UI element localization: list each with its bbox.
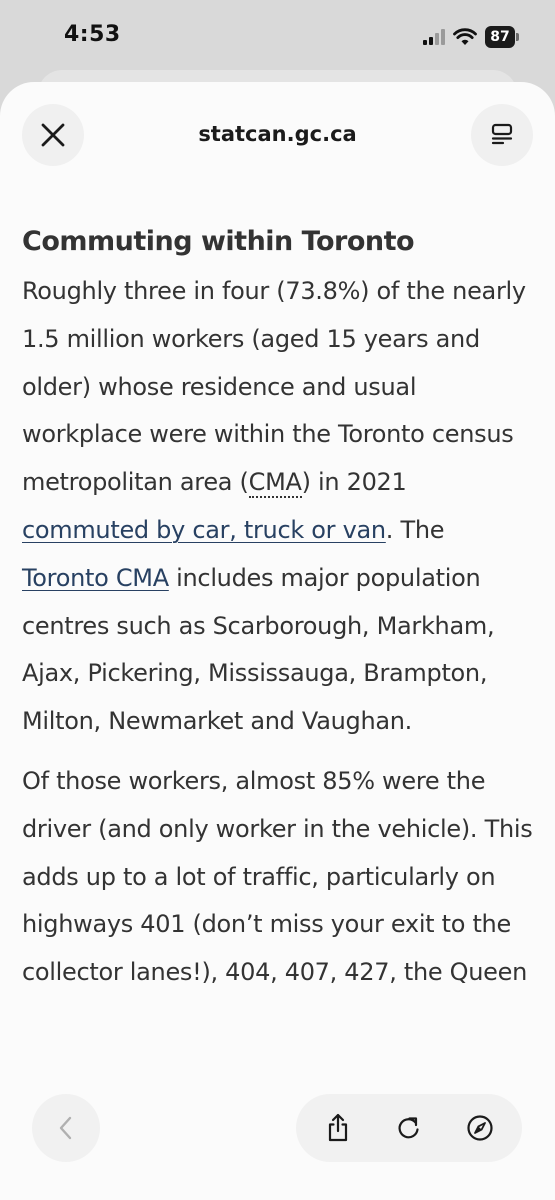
chevron-left-icon (55, 1115, 77, 1141)
paragraph-text: ) in 2021 (301, 468, 407, 497)
article-paragraph-1 (22, 268, 537, 746)
paragraph-text: Roughly three in four (73.8%) of the nearly 1.5 million workers (aged 15 years and older) whose residence and usual workplace were within the Toronto census metropolitan area ( (22, 277, 526, 497)
compass-icon (466, 1114, 494, 1142)
status-time: 4:53 (64, 22, 121, 47)
paragraph-text: includes major population centres such as Scarborough, Markham, Ajax, Pickering, Mississauga, Brampton, Milton, Newmarket and Vaughan. (22, 563, 495, 736)
status-bar (0, 0, 555, 78)
browser-sheet (0, 82, 555, 1200)
browser-button[interactable] (450, 1098, 510, 1158)
share-icon (325, 1113, 351, 1143)
back-button[interactable] (32, 1094, 100, 1162)
wifi-icon (453, 28, 477, 46)
share-button[interactable] (308, 1098, 368, 1158)
cma-abbreviation[interactable]: CMA (248, 468, 302, 497)
reload-icon (395, 1114, 423, 1142)
cellular-signal-icon (423, 29, 445, 45)
battery-level: 87 (485, 26, 515, 48)
toronto-cma-link[interactable]: Toronto CMA (22, 563, 169, 592)
battery-cap (516, 33, 519, 41)
article-paragraph-2: Of those workers, almost 85% were the driver (and only worker in the vehicle). This adds up to a lot of traffic, particularly on highways 401 (don’t miss your exit to the collector lanes!), 404, 407, 427, the Queen (22, 766, 533, 987)
reader-mode-icon (489, 122, 515, 148)
reader-mode-button[interactable] (471, 104, 533, 166)
paragraph-text: . The (385, 515, 445, 544)
browser-toolbar (296, 1094, 522, 1162)
page-domain[interactable]: statcan.gc.ca (198, 122, 357, 146)
battery-indicator (485, 26, 519, 48)
article-title: Commuting within Toronto (22, 226, 415, 257)
status-icons (423, 25, 519, 49)
article-content (22, 222, 537, 997)
commuted-by-car-link[interactable]: commuted by car, truck or van (22, 515, 386, 544)
reload-button[interactable] (379, 1098, 439, 1158)
